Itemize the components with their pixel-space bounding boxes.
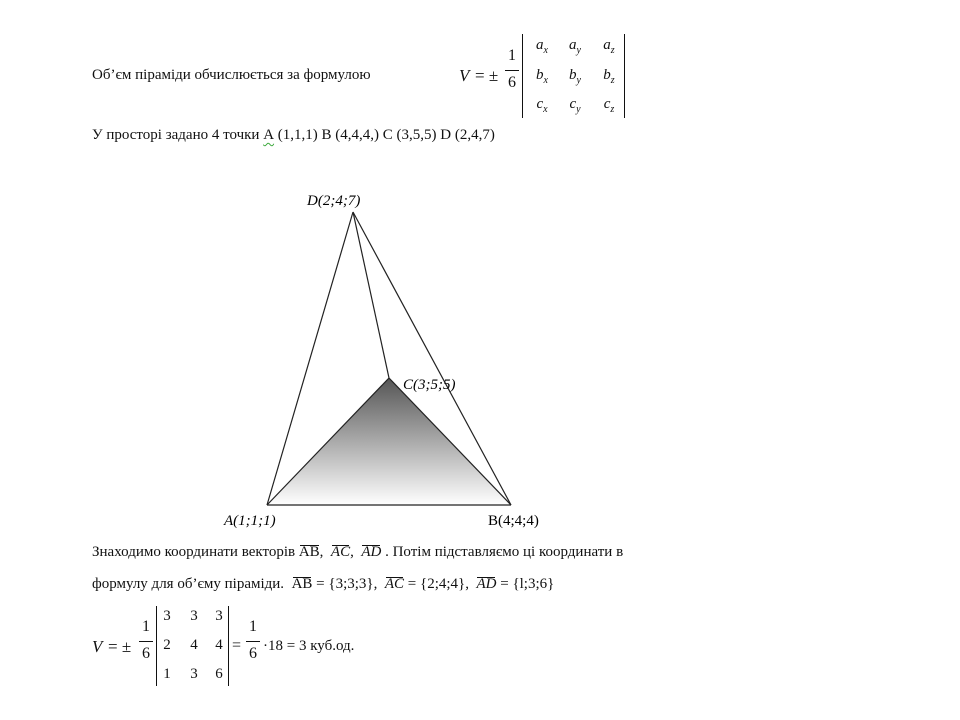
vector-ad: AD — [361, 544, 382, 560]
formula-det-cell: $b_x$ — [536, 67, 548, 86]
result-fraction-2 — [246, 618, 260, 668]
vector-ab-2: AB — [291, 576, 313, 592]
formula-det-cell: $c_y$ — [569, 96, 581, 115]
result-det-cell: 3 — [215, 608, 223, 624]
formula-fraction-numerator: 1 — [508, 47, 516, 64]
vectors-sentence-1 — [92, 544, 623, 561]
label-point-a: A(1;1;1) — [224, 513, 276, 529]
result-tail: ·18 = 3 куб.од. — [263, 638, 355, 654]
points-prefix: У просторі задано 4 точки — [92, 127, 260, 143]
formula-det-cell: $a_z$ — [603, 37, 615, 56]
formula-det-cell: $a_y$ — [569, 37, 581, 56]
formula-det-cell: $c_z$ — [603, 96, 615, 115]
vector-sep-2: , — [350, 544, 354, 560]
vectors-text-before: Знаходимо координати векторів — [92, 544, 296, 560]
formula-det-cell: $c_x$ — [536, 96, 548, 115]
result-fraction — [139, 618, 153, 668]
vector-ab: AB — [298, 544, 320, 560]
vectors-text-after: . Потім підставляємо ці координати в — [385, 544, 624, 560]
formula-det-cell: $b_z$ — [603, 67, 615, 86]
point-a-letter: А — [263, 127, 275, 143]
result-fraction-line — [139, 641, 153, 642]
result-det-cell: 3 — [163, 608, 171, 624]
vectors-formula-text: формулу для об’єму піраміди. — [92, 576, 285, 592]
result-det-cell: 6 — [215, 666, 223, 682]
vector-ad-value: = {l;3;6} — [500, 576, 555, 592]
result-fraction-2-line — [246, 641, 260, 642]
result-det-cell: 4 — [190, 637, 198, 653]
label-point-b: B(4;4;4) — [488, 513, 539, 529]
result-equals-plusminus: = ± — [108, 637, 132, 656]
formula-fraction-denominator: 6 — [508, 74, 516, 91]
result-det-cell: 2 — [163, 637, 171, 653]
label-point-d: D(2;4;7) — [307, 193, 361, 209]
result-v: V — [92, 637, 103, 656]
points-coordinates: (1,1,1) В (4,4,4,) С (3,5,5) D (2,4,7) — [277, 127, 495, 143]
formula-description: Об’єм піраміди обчислюється за формулою — [92, 67, 371, 83]
vectors-sentence-2 — [92, 576, 554, 593]
label-point-c: C(3;5;5) — [403, 377, 456, 393]
result-fraction-2-denominator: 6 — [249, 645, 257, 662]
result-det-cell: 1 — [163, 666, 171, 682]
result-fraction-denominator: 6 — [142, 645, 150, 662]
formula-v: V — [459, 66, 470, 85]
edge-dc — [353, 212, 389, 378]
formula-det-cell: $a_x$ — [536, 37, 548, 56]
result-det-cell: 4 — [215, 637, 223, 653]
vector-ab-value: = {3;3;3}, — [316, 576, 378, 592]
vector-ac: AC — [330, 544, 351, 560]
vector-sep-1: , — [319, 544, 324, 560]
result-fraction-numerator: 1 — [142, 618, 150, 635]
formula-det-cell: $b_y$ — [569, 67, 581, 86]
formula-equals-plusminus: = ± — [475, 66, 499, 85]
vector-ad-2: AD — [476, 576, 497, 592]
result-det-cell: 3 — [190, 608, 198, 624]
base-face-acb — [267, 378, 511, 505]
result-fraction-2-numerator: 1 — [249, 618, 257, 635]
vector-ac-value: = {2;4;4}, — [407, 576, 469, 592]
vector-ac-2: AC — [384, 576, 405, 592]
result-det-cell: 3 — [190, 666, 198, 682]
result-equals: = — [232, 637, 242, 654]
